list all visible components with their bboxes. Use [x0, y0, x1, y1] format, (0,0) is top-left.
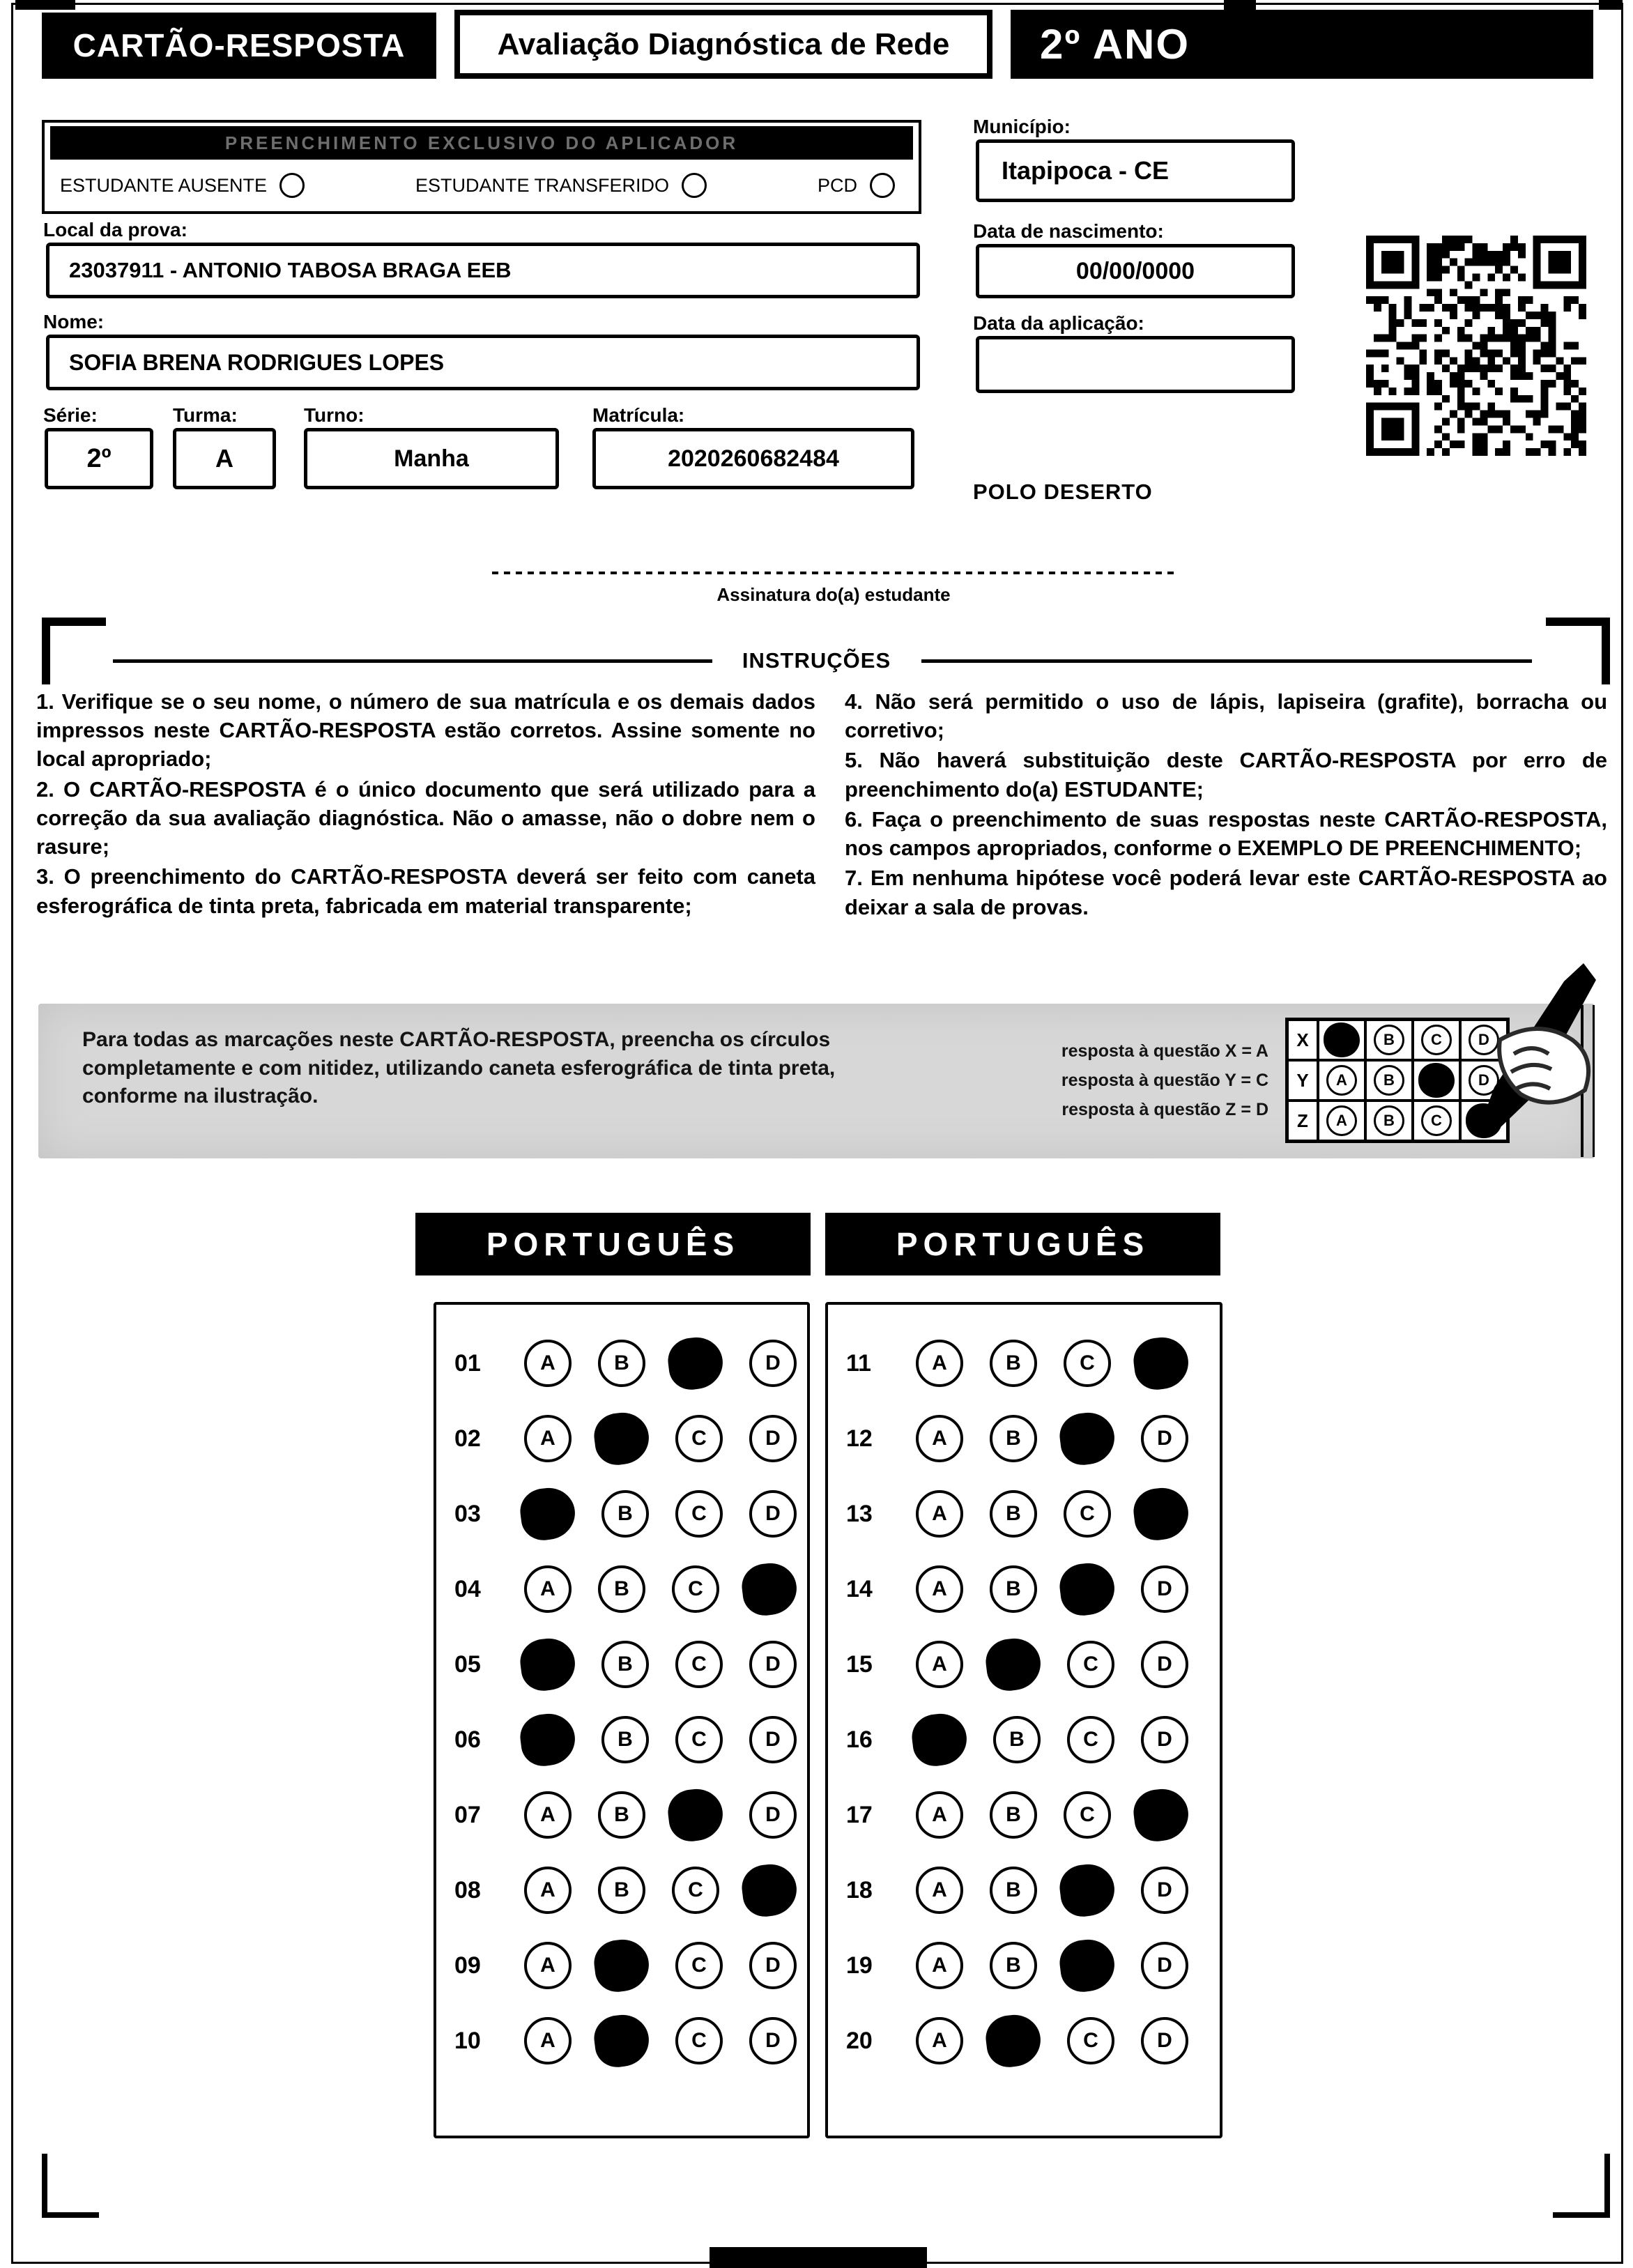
- example-row-label-X: X: [1287, 1020, 1318, 1060]
- applicator-option-label: ESTUDANTE AUSENTE: [60, 174, 268, 196]
- local-value: 23037911 - ANTONIO TABOSA BRAGA EEB: [46, 243, 920, 298]
- answer-bubble-19-C[interactable]: [1057, 1937, 1117, 1995]
- hand-pen-illustration: [1439, 959, 1606, 1142]
- question-number: 11: [846, 1349, 871, 1377]
- question-row-12: [846, 1401, 1220, 1476]
- serie-label: Série:: [43, 404, 98, 426]
- question-row-14: [846, 1551, 1220, 1627]
- answer-bubble-01-C[interactable]: [666, 1335, 726, 1393]
- example-cell-Z-A: [1318, 1101, 1365, 1141]
- answer-bubble-04-D[interactable]: [739, 1561, 799, 1618]
- checkbox-pcd[interactable]: [870, 173, 895, 198]
- answer-grid-portugues-1: [434, 1302, 810, 2138]
- example-answer-note-z: resposta à questão Z = D: [1061, 1100, 1268, 1119]
- answer-bubble-14-D[interactable]: D: [1141, 1565, 1188, 1613]
- question-number: 10: [454, 2027, 481, 2054]
- example-bubble-X-A: [1324, 1022, 1360, 1057]
- aplicacao-label: Data da aplicação:: [973, 312, 1144, 334]
- answer-bubble-15-C[interactable]: C: [1067, 1641, 1114, 1688]
- serie-value: 2º: [45, 428, 153, 489]
- question-row-20: [846, 2003, 1220, 2078]
- answer-bubble-08-D[interactable]: [739, 1862, 799, 1920]
- signature-label: Assinatura do(a) estudante: [716, 584, 951, 605]
- answer-bubble-01-B[interactable]: B: [598, 1340, 645, 1387]
- municipio-label: Município:: [973, 116, 1071, 137]
- answer-bubble-05-A[interactable]: [518, 1636, 578, 1694]
- signature-line[interactable]: [492, 572, 1175, 574]
- answer-bubble-09-B[interactable]: [592, 1937, 652, 1995]
- grade-label: 2º ANO: [1011, 10, 1593, 79]
- example-note: Para todas as marcações neste CARTÃO-RESPOSTA, preencha os círculos completamente e com nitidez, utilizando caneta esferográfica de tinta preta, conforme na ilustração.: [82, 1028, 836, 1108]
- bracket-bottom-right: [1553, 2154, 1610, 2218]
- answer-bubble-03-A[interactable]: [518, 1485, 578, 1543]
- answer-bubble-14-A[interactable]: A: [916, 1565, 963, 1613]
- example-bubble-Z-B: B: [1374, 1105, 1404, 1136]
- answer-bubble-17-C[interactable]: C: [1064, 1791, 1111, 1839]
- instruction-item: 2. O CARTÃO-RESPOSTA é o único documento que será utilizado para a correção da sua avaliação diagnóstica. Não o amasse, não o dobre nem o rasure;: [36, 776, 815, 859]
- answer-bubble-09-C[interactable]: C: [675, 1942, 723, 1989]
- example-answer-note-x: resposta à questão X = A: [1061, 1041, 1268, 1061]
- answer-bubble-18-B[interactable]: B: [990, 1867, 1037, 1914]
- checkbox-estudante-ausente[interactable]: [279, 173, 305, 198]
- example-bubble-Z-A: A: [1326, 1105, 1357, 1136]
- example-bubble-Y-D: D: [1469, 1065, 1499, 1096]
- answer-bubble-01-A[interactable]: A: [524, 1340, 572, 1387]
- answer-bubble-12-C[interactable]: [1057, 1410, 1117, 1468]
- matricula-value: 2020260682484: [592, 428, 914, 489]
- question-row-19: [846, 1928, 1220, 2003]
- turma-value: A: [173, 428, 276, 489]
- answer-bubble-07-C[interactable]: [666, 1786, 726, 1844]
- question-row-15: [846, 1627, 1220, 1702]
- answer-bubble-16-B[interactable]: B: [993, 1716, 1041, 1763]
- exam-name: Avaliação Diagnóstica de Rede: [454, 10, 992, 79]
- applicator-bar-label: PREENCHIMENTO EXCLUSIVO DO APLICADOR: [50, 126, 913, 160]
- question-number: 17: [846, 1801, 873, 1828]
- answer-bubble-16-C[interactable]: C: [1067, 1716, 1114, 1763]
- example-row-label-Z: Z: [1287, 1101, 1318, 1141]
- answer-bubble-15-B[interactable]: [983, 1636, 1043, 1694]
- question-number: 03: [454, 1500, 481, 1527]
- answer-bubble-09-D[interactable]: D: [749, 1942, 797, 1989]
- instructions-rule-right: [921, 659, 1532, 663]
- question-number: 16: [846, 1726, 873, 1753]
- instruction-item: 1. Verifique se o seu nome, o número de sua matrícula e os demais dados impressos neste CARTÃO-RESPOSTA estão corretos. Assine somente no local apropriado;: [36, 689, 815, 772]
- turma-label: Turma:: [173, 404, 238, 426]
- answer-bubble-02-C[interactable]: C: [675, 1415, 723, 1462]
- answer-bubble-04-A[interactable]: A: [524, 1565, 572, 1613]
- answer-bubble-20-C[interactable]: C: [1067, 2017, 1114, 2064]
- instructions-left: [36, 687, 815, 921]
- nascimento-label: Data de nascimento:: [973, 220, 1164, 242]
- answer-bubble-17-A[interactable]: A: [916, 1791, 963, 1839]
- answer-bubble-17-B[interactable]: B: [990, 1791, 1037, 1839]
- example-bubble-X-C: C: [1421, 1025, 1452, 1055]
- question-number: 08: [454, 1876, 481, 1903]
- answer-bubble-16-D[interactable]: D: [1141, 1716, 1188, 1763]
- example-bubble-Y-B: B: [1374, 1065, 1404, 1096]
- question-row-05: [454, 1627, 807, 1702]
- answer-bubble-16-A[interactable]: [910, 1711, 969, 1769]
- answer-bubble-12-A[interactable]: A: [916, 1415, 963, 1462]
- answer-bubble-05-D[interactable]: D: [749, 1641, 797, 1688]
- answer-bubble-06-C[interactable]: C: [675, 1716, 723, 1763]
- answer-bubble-05-C[interactable]: C: [675, 1641, 723, 1688]
- registration-mark-top-right: [1599, 0, 1623, 10]
- answer-bubble-10-A[interactable]: A: [524, 2017, 572, 2064]
- qr-code: [1366, 236, 1586, 456]
- answer-bubble-11-B[interactable]: B: [990, 1340, 1037, 1387]
- answer-bubble-19-D[interactable]: D: [1141, 1942, 1188, 1989]
- subject-header-2: PORTUGUÊS: [825, 1213, 1220, 1275]
- example-bubble-Z-C: C: [1421, 1105, 1452, 1136]
- answer-bubble-05-B[interactable]: B: [601, 1641, 649, 1688]
- question-number: 15: [846, 1650, 873, 1678]
- example-row-label-Y: Y: [1287, 1060, 1318, 1101]
- question-number: 18: [846, 1876, 873, 1903]
- answer-bubble-19-B[interactable]: B: [990, 1942, 1037, 1989]
- nome-value: SOFIA BRENA RODRIGUES LOPES: [46, 335, 920, 390]
- answer-bubble-20-B[interactable]: [983, 2012, 1043, 2070]
- question-number: 04: [454, 1575, 481, 1602]
- polo-label: POLO DESERTO: [973, 480, 1153, 504]
- question-row-09: [454, 1928, 807, 2003]
- answer-bubble-13-D[interactable]: [1131, 1485, 1191, 1543]
- answer-bubble-15-D[interactable]: D: [1141, 1641, 1188, 1688]
- instructions-right: [845, 687, 1607, 923]
- question-row-06: [454, 1702, 807, 1777]
- answer-bubble-10-D[interactable]: D: [749, 2017, 797, 2064]
- answer-bubble-15-A[interactable]: A: [916, 1641, 963, 1688]
- turno-value: Manha: [304, 428, 559, 489]
- question-number: 02: [454, 1425, 481, 1452]
- answer-bubble-11-C[interactable]: C: [1064, 1340, 1111, 1387]
- answer-bubble-02-A[interactable]: A: [524, 1415, 572, 1462]
- answer-bubble-12-D[interactable]: D: [1141, 1415, 1188, 1462]
- answer-bubble-10-C[interactable]: C: [675, 2017, 723, 2064]
- answer-bubble-04-C[interactable]: C: [672, 1565, 719, 1613]
- instruction-item: 4. Não será permitido o uso de lápis, lapiseira (grafite), borracha ou corretivo;: [845, 689, 1607, 743]
- instruction-item: 6. Faça o preenchimento de suas respostas neste CARTÃO-RESPOSTA, nos campos apropriados, conforme o EXEMPLO DE PREENCHIMENTO;: [845, 806, 1607, 861]
- matricula-label: Matrícula:: [592, 404, 685, 426]
- turno-label: Turno:: [304, 404, 365, 426]
- question-number: 06: [454, 1726, 481, 1753]
- answer-bubble-20-D[interactable]: D: [1141, 2017, 1188, 2064]
- instructions-heading: INSTRUÇÕES: [742, 648, 891, 673]
- question-number: 09: [454, 1952, 481, 1979]
- question-row-10: [454, 2003, 807, 2078]
- question-row-07: [454, 1777, 807, 1853]
- answer-bubble-03-D[interactable]: D: [749, 1490, 797, 1538]
- applicator-checkboxes: [45, 160, 919, 211]
- answer-bubble-06-A[interactable]: [518, 1711, 578, 1769]
- example-cell-Y-B: [1365, 1060, 1413, 1101]
- answer-bubble-09-A[interactable]: A: [524, 1942, 572, 1989]
- applicator-option-label: PCD: [817, 174, 857, 196]
- example-bubble-X-D: D: [1469, 1025, 1499, 1055]
- question-row-04: [454, 1551, 807, 1627]
- example-bubble-Y-A: A: [1326, 1065, 1357, 1096]
- question-number: 13: [846, 1500, 873, 1527]
- local-label: Local da prova:: [43, 219, 187, 240]
- municipio-value: Itapipoca - CE: [976, 139, 1295, 202]
- instruction-item: 7. Em nenhuma hipótese você poderá levar este CARTÃO-RESPOSTA ao deixar a sala de provas.: [845, 866, 1607, 919]
- answer-bubble-18-D[interactable]: D: [1141, 1867, 1188, 1914]
- question-row-13: [846, 1476, 1220, 1551]
- question-row-17: [846, 1777, 1220, 1853]
- question-row-02: [454, 1401, 807, 1476]
- applicator-option-pcd: [818, 173, 895, 198]
- checkbox-estudante-transferido[interactable]: [682, 173, 707, 198]
- registration-mark-bottom: [710, 2247, 927, 2268]
- answer-bubble-02-B[interactable]: [592, 1410, 652, 1468]
- question-number: 01: [454, 1349, 481, 1377]
- example-answer-note-y: resposta à questão Y = C: [1061, 1071, 1268, 1090]
- example-cell-Z-B: [1365, 1101, 1413, 1141]
- question-row-08: [454, 1853, 807, 1928]
- example-cell-Y-A: [1318, 1060, 1365, 1101]
- answer-bubble-18-C[interactable]: [1057, 1862, 1117, 1920]
- answer-bubble-03-C[interactable]: C: [675, 1490, 723, 1538]
- aplicacao-value: [976, 336, 1295, 393]
- answer-bubble-03-B[interactable]: B: [601, 1490, 649, 1538]
- nascimento-value: 00/00/0000: [976, 244, 1295, 298]
- applicator-option-estudante-transferido: [415, 173, 707, 198]
- bracket-bottom-left: [42, 2154, 99, 2218]
- question-number: 05: [454, 1650, 481, 1678]
- question-row-18: [846, 1853, 1220, 1928]
- answer-bubble-08-B[interactable]: B: [598, 1867, 645, 1914]
- question-number: 12: [846, 1425, 873, 1452]
- example-bubble-X-B: B: [1374, 1025, 1404, 1055]
- answer-bubble-13-A[interactable]: A: [916, 1490, 963, 1538]
- subject-header-1: PORTUGUÊS: [415, 1213, 811, 1275]
- answer-bubble-18-A[interactable]: A: [916, 1867, 963, 1914]
- answer-bubble-13-C[interactable]: C: [1064, 1490, 1111, 1538]
- nome-label: Nome:: [43, 311, 105, 332]
- registration-mark-top-left: [15, 0, 75, 10]
- answer-bubble-02-D[interactable]: D: [749, 1415, 797, 1462]
- answer-bubble-11-A[interactable]: A: [916, 1340, 963, 1387]
- answer-bubble-06-B[interactable]: B: [601, 1716, 649, 1763]
- question-number: 07: [454, 1801, 481, 1828]
- answer-bubble-08-C[interactable]: C: [672, 1867, 719, 1914]
- answer-bubble-17-D[interactable]: [1131, 1786, 1191, 1844]
- answer-bubble-10-B[interactable]: [592, 2012, 652, 2070]
- answer-bubble-14-C[interactable]: [1057, 1561, 1117, 1618]
- question-row-16: [846, 1702, 1220, 1777]
- question-row-01: [454, 1326, 807, 1401]
- question-number: 20: [846, 2027, 873, 2054]
- answer-bubble-20-A[interactable]: A: [916, 2017, 963, 2064]
- sheet-title: CARTÃO-RESPOSTA: [42, 13, 436, 79]
- answer-bubble-01-D[interactable]: D: [749, 1340, 797, 1387]
- instruction-item: 3. O preenchimento do CARTÃO-RESPOSTA deverá ser feito com caneta esferográfica de tinta preta, fabricada em material transparente;: [36, 864, 815, 918]
- example-cell-X-A: [1318, 1020, 1365, 1060]
- applicator-option-label: ESTUDANTE TRANSFERIDO: [415, 174, 670, 196]
- answer-bubble-19-A[interactable]: A: [916, 1942, 963, 1989]
- answer-bubble-04-B[interactable]: B: [598, 1565, 645, 1613]
- answer-bubble-07-D[interactable]: D: [749, 1791, 797, 1839]
- example-cell-X-B: [1365, 1020, 1413, 1060]
- answer-bubble-07-A[interactable]: A: [524, 1791, 572, 1839]
- question-row-11: [846, 1326, 1220, 1401]
- answer-bubble-12-B[interactable]: B: [990, 1415, 1037, 1462]
- answer-bubble-14-B[interactable]: B: [990, 1565, 1037, 1613]
- question-number: 14: [846, 1575, 873, 1602]
- answer-bubble-08-A[interactable]: A: [524, 1867, 572, 1914]
- question-number: 19: [846, 1952, 873, 1979]
- answer-bubble-13-B[interactable]: B: [990, 1490, 1037, 1538]
- answer-bubble-06-D[interactable]: D: [749, 1716, 797, 1763]
- applicator-option-estudante-ausente: [60, 173, 305, 198]
- answer-bubble-07-B[interactable]: B: [598, 1791, 645, 1839]
- answer-grid-portugues-2: [825, 1302, 1222, 2138]
- question-row-03: [454, 1476, 807, 1551]
- answer-bubble-11-D[interactable]: [1131, 1335, 1191, 1393]
- applicator-section: [42, 120, 921, 214]
- instruction-item: 5. Não haverá substituição deste CARTÃO-RESPOSTA por erro de preenchimento do(a) ESTUDANTE;: [845, 748, 1607, 802]
